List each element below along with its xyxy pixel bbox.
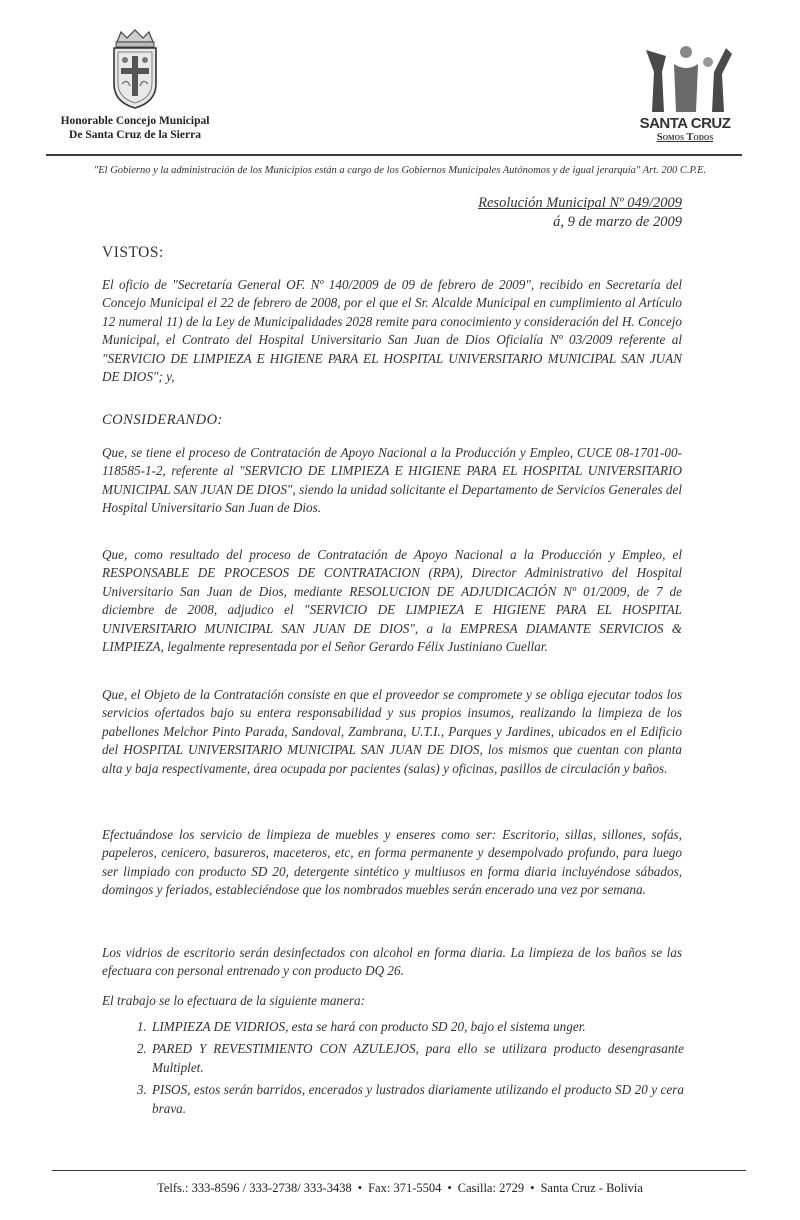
considerando-heading: CONSIDERANDO: [102,412,223,428]
paragraph: El trabajo se lo efectuara de la siguiente manera: [102,993,365,1008]
list-item: 2. PARED Y REVESTIMIENTO CON AZULEJOS, para ello se utilizara producto desengrasante Multiplet. [150,1040,684,1077]
paragraph: Que, como resultado del proceso de Contratación de Apoyo Nacional a la Producción y Empleo, el RESPONSABLE DE PROCESOS DE CONTRATACION (RPA), Director Administrativo del Hospital Universitario San Juan de Dios, mediante RESOLUCION DE ADJUDICACIÓN Nº 01/2009, de 7 de diciembre de 2008, adjudico el "SERVICIO DE LIMPIEZA E HIGIENE PARA EL HOSPITAL UNIVERSITARIO MUNICIPAL SAN JUAN DE DIOS", a la EMPRESA DIAMANTE SERVICIOS & LIMPIEZA, legalmente representada por el Señor Gerardo Félix Justiniano Cuellar. [102,547,682,655]
separator: • [530,1181,535,1195]
vistos-heading: VISTOS: [102,244,164,261]
footer-casilla: Casilla: 2729 [457,1181,525,1195]
paragraph: Efectuándose los servicio de limpieza de muebles y enseres como ser: Escritorio, sillas, sillones, sofás, papeleros, cenicero, basureros, maceteros, etc, en forma permanente y desempolvado profundo, para luego ser limpiado con producto SD 20, detergente sintético y multiusos en forma diaria incluyéndose sábados, domingos y feriados, estableciéndose que los nombrados muebles serán encerado una vez por semana. [102,827,682,898]
vistos-paragraph: El oficio de "Secretaría General OF. Nº 140/2009 de 09 de febrero de 2009", recibido en Secretaría del Concejo Municipal el 22 de febrero de 2008, por el que el Sr. Alcalde Municipal en cumplimiento al Artículo 12 numeral 11) de la Ley de Municipalidades 2028 remite para conocimiento y consideración del H. Concejo Municipal, el Contrato del Hospital Universitario San Juan de Dios Oficialía Nº 03/2009 referente al "SERVICIO DE LIMPIEZA E HIGIENE PARA EL HOSPITAL UNIVERSITARIO MUNICIPAL SAN JUAN DE DIOS"; y, [102,277,682,385]
santa-cruz-people-logo-icon [632,42,738,114]
list-item: 1. LIMPIEZA DE VIDRIOS, esta se hará con producto SD 20, bajo el sistema unger. [150,1018,684,1036]
brand-tagline: Somos Todos [656,132,714,143]
separator: • [447,1181,452,1195]
santa-cruz-logo [630,42,740,143]
procedure-list [102,1018,684,1122]
council-header [40,28,230,142]
brand-name: SANTA CRUZ [639,115,731,132]
resolution-block [478,194,682,232]
footer-fax: Fax: 371-5504 [368,1181,442,1195]
footer-phones: Telfs.: 333-8596 / 333-2738/ 333-3438 [157,1181,352,1195]
resolution-date: á, 9 de marzo de 2009 [553,214,682,230]
constitution-quote: "El Gobierno y la administración de los Municipios están a cargo de los Gobiernos Municipales Autónomos y de igual jerarquía" Art. 200 C.P.E. [93,165,707,176]
footer [40,1181,760,1196]
council-name-line-1: Honorable Concejo Municipal [60,115,210,127]
footer-divider [52,1170,746,1171]
coat-of-arms-icon [109,28,161,110]
footer-location: Santa Cruz - Bolivia [540,1181,643,1195]
paragraph: Que, el Objeto de la Contratación consiste en que el proveedor se compromete y se obliga ejecutar todos los servicios ofertados bajo su entera responsabilidad y sus propios insumos, realizando la limpieza de los pabellones Melchor Pinto Parada, Sandoval, Zambrana, U.T.I., Parques y Jardines, ubicados en el Edificio del HOSPITAL UNIVERSITARIO MUNICIPAL SAN JUAN DE DIOS, los mismos que cuentan con planta alta y baja respectivamente, área ocupada por pacientes (salas) y oficinas, pasillos de circulación y baños. [102,687,682,776]
council-name-line-2: De Santa Cruz de la Sierra [69,129,201,141]
resolution-title: Resolución Municipal Nº 049/2009 [478,195,682,211]
paragraph: Que, se tiene el proceso de Contratación de Apoyo Nacional a la Producción y Empleo, CUCE 08-1701-00-118585-1-2, referente al "SERVICIO DE LIMPIEZA E HIGIENE PARA EL HOSPITAL UNIVERSITARIO MUNICIPAL SAN JUAN DE DIOS", siendo la unidad solicitante el Departamento de Servicios Generales del Hospital Universitario San Juan de Dios. [102,445,682,516]
paragraph: Los vidrios de escritorio serán desinfectados con alcohol en forma diaria. La limpieza de los baños se las efectuara con personal entrenado y con producto DQ 26. [102,945,682,979]
list-item: 3. PISOS, estos serán barridos, encerados y lustrados diariamente utilizando el producto SD 20 y cera brava. [150,1081,684,1118]
separator: • [357,1181,363,1195]
header-divider [46,154,742,156]
